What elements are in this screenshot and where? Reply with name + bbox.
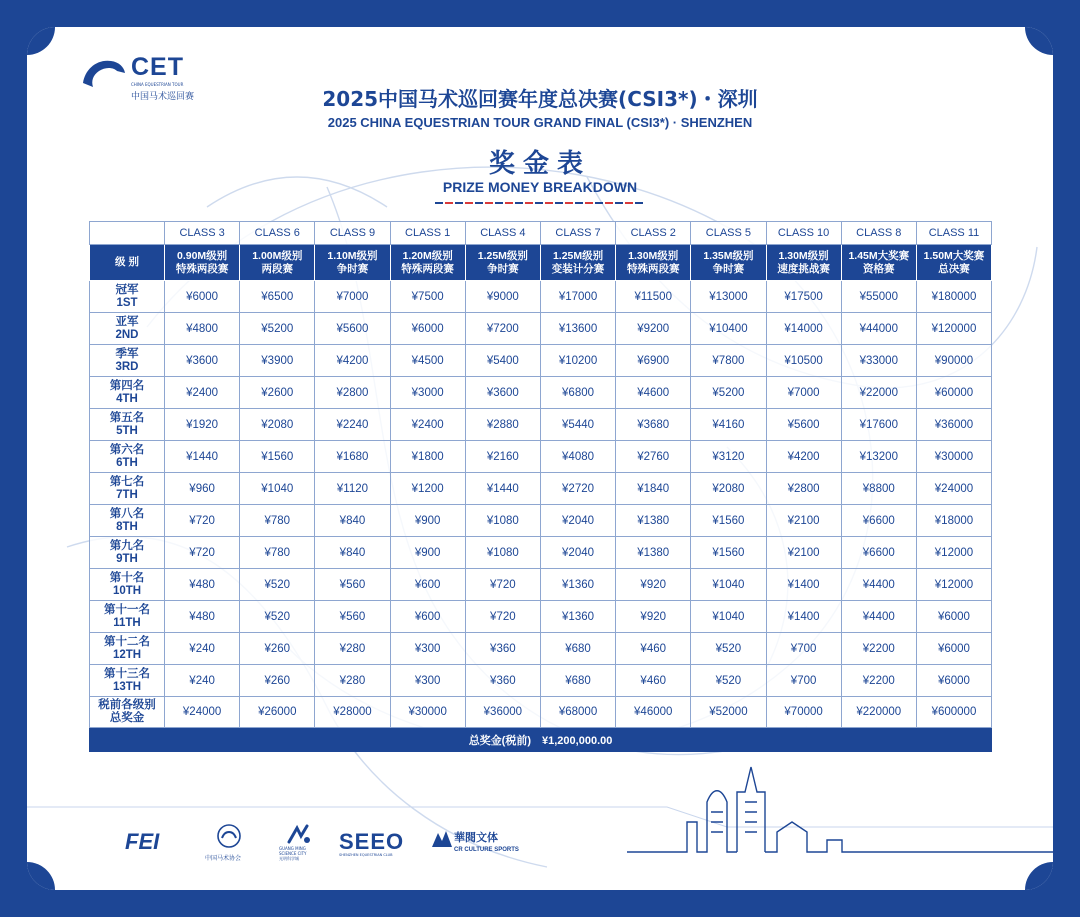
prize-cell: ¥7500: [390, 281, 465, 313]
prize-cell: ¥9000: [465, 281, 540, 313]
prize-cell: ¥4600: [616, 377, 691, 409]
prize-cell: ¥44000: [841, 313, 916, 345]
prize-cell: ¥1360: [540, 601, 615, 633]
prize-cell: ¥480: [165, 601, 240, 633]
prize-cell: ¥720: [165, 505, 240, 537]
prize-cell: ¥2800: [315, 377, 390, 409]
table-row: [90, 537, 992, 569]
prize-cell: ¥10500: [766, 345, 841, 377]
prize-cell: ¥120000: [916, 313, 991, 345]
hua-english-text: CR CULTURE SPORTS: [454, 847, 519, 853]
level-cell: [841, 245, 916, 281]
rank-cn: 季军: [115, 347, 139, 360]
rank-cn: 第十一名: [104, 603, 150, 616]
prize-cell: ¥280: [315, 633, 390, 665]
prize-cell: ¥1040: [691, 569, 766, 601]
prize-cell: ¥1680: [315, 441, 390, 473]
level-text: 两段赛: [261, 262, 294, 275]
rank-cell: [90, 537, 165, 569]
prize-cell: ¥1080: [465, 505, 540, 537]
prize-cell: ¥520: [691, 633, 766, 665]
level-text: 特殊两段赛: [626, 262, 680, 275]
prize-cell: ¥5440: [540, 409, 615, 441]
table-row: [90, 633, 992, 665]
prize-cell: ¥4200: [315, 345, 390, 377]
level-text: 争时赛: [712, 262, 745, 275]
prize-cell: ¥90000: [916, 345, 991, 377]
class-header-cell: CLASS 3: [165, 222, 240, 245]
prize-cell: ¥460: [616, 665, 691, 697]
prize-cell: ¥5600: [315, 313, 390, 345]
prize-cell: ¥9200: [616, 313, 691, 345]
prize-cell: ¥1400: [766, 601, 841, 633]
level-text: 1.50M大奖赛: [923, 249, 985, 262]
level-text: 争时赛: [336, 262, 369, 275]
prize-cell: ¥2040: [540, 505, 615, 537]
page-title-english: 2025 CHINA EQUESTRIAN TOUR GRAND FINAL (CSI3*) · SHENZHEN: [327, 115, 753, 130]
class-header-cell: CLASS 2: [616, 222, 691, 245]
prize-cell: ¥8800: [841, 473, 916, 505]
prize-cell: ¥2040: [540, 537, 615, 569]
prize-cell: ¥55000: [841, 281, 916, 313]
cfa-emblem-icon: [217, 824, 241, 850]
prize-cell: ¥1840: [616, 473, 691, 505]
class-header-cell: CLASS 11: [916, 222, 991, 245]
prize-cell: ¥2400: [390, 409, 465, 441]
prize-cell: ¥60000: [916, 377, 991, 409]
level-text: 1.45M大奖赛: [848, 249, 910, 262]
level-text: 0.90M级别: [177, 249, 228, 262]
total-cell: ¥46000: [616, 697, 691, 728]
logo-subtext: CHINA EQUESTRIAN TOUR: [131, 82, 184, 87]
prize-cell: ¥1560: [691, 537, 766, 569]
level-text: 变装计分赛: [551, 262, 605, 275]
level-text: 1.25M级别: [552, 249, 604, 262]
prize-cell: ¥10200: [540, 345, 615, 377]
prize-cell: ¥2720: [540, 473, 615, 505]
prize-cell: ¥4160: [691, 409, 766, 441]
level-text: 1.35M级别: [703, 249, 754, 262]
prize-cell: ¥2160: [465, 441, 540, 473]
prize-cell: ¥10400: [691, 313, 766, 345]
rank-en: 9TH: [116, 552, 138, 565]
table-row: [90, 345, 992, 377]
empty-corner-cell: [90, 222, 165, 245]
rank-cn: 冠军: [115, 283, 139, 296]
prize-cell: ¥2400: [165, 377, 240, 409]
prize-cell: ¥1380: [616, 505, 691, 537]
prize-cell: ¥2080: [240, 409, 315, 441]
level-cell: [540, 245, 615, 281]
rank-en: 8TH: [116, 520, 138, 533]
prize-cell: ¥7200: [465, 313, 540, 345]
level-text: 1.20M级别: [402, 249, 453, 262]
rank-cell: [90, 601, 165, 633]
prize-cell: ¥1380: [616, 537, 691, 569]
rank-en: 11TH: [113, 616, 141, 629]
rank-cn: 第四名: [109, 379, 145, 392]
prize-cell: ¥2100: [766, 505, 841, 537]
prize-cell: ¥260: [240, 633, 315, 665]
total-cell: ¥68000: [540, 697, 615, 728]
prize-cell: ¥6000: [916, 601, 991, 633]
prize-cell: ¥5200: [691, 377, 766, 409]
rank-en: 5TH: [116, 424, 138, 437]
rank-cell: [90, 665, 165, 697]
logo-text: CET: [131, 53, 184, 81]
level-cell: [165, 245, 240, 281]
prize-cell: ¥3680: [616, 409, 691, 441]
page-title-chinese: 2025中国马术巡回赛年度总决赛(CSI3*)・深圳: [322, 87, 758, 111]
total-cell: ¥26000: [240, 697, 315, 728]
prize-cell: ¥1800: [390, 441, 465, 473]
prize-cell: ¥360: [465, 665, 540, 697]
table-row: [90, 473, 992, 505]
prize-title-english: PRIZE MONEY BREAKDOWN: [442, 179, 638, 195]
prize-cell: ¥13600: [540, 313, 615, 345]
total-cell: ¥220000: [841, 697, 916, 728]
prize-cell: ¥700: [766, 633, 841, 665]
total-cell: ¥52000: [691, 697, 766, 728]
prize-cell: ¥2600: [240, 377, 315, 409]
table-row: [90, 281, 992, 313]
prize-cell: ¥1440: [465, 473, 540, 505]
level-text: 1.30M级别: [778, 249, 829, 262]
prize-cell: ¥300: [390, 665, 465, 697]
prize-cell: ¥240: [165, 665, 240, 697]
prize-cell: ¥600: [390, 569, 465, 601]
prize-cell: ¥2200: [841, 633, 916, 665]
prize-cell: ¥14000: [766, 313, 841, 345]
mountain-icon: [432, 829, 452, 847]
prize-cell: ¥2240: [315, 409, 390, 441]
prize-cell: ¥360: [465, 633, 540, 665]
guangming-label-3: 光明科学城: [279, 856, 299, 861]
prize-cell: ¥22000: [841, 377, 916, 409]
prize-cell: ¥4400: [841, 601, 916, 633]
guangming-icon: [285, 822, 313, 846]
seeo-subtext: SHENZHEN EQUESTRIAN CLUB: [339, 853, 393, 857]
prize-cell: ¥24000: [916, 473, 991, 505]
table-row: [90, 665, 992, 697]
rank-cn: 第十二名: [104, 635, 150, 648]
prize-cell: ¥260: [240, 665, 315, 697]
level-cell: [465, 245, 540, 281]
prize-cell: ¥5600: [766, 409, 841, 441]
rank-en: 10TH: [112, 584, 142, 597]
prize-cell: ¥300: [390, 633, 465, 665]
prize-cell: ¥4200: [766, 441, 841, 473]
prize-cell: ¥2080: [691, 473, 766, 505]
table-row: [90, 313, 992, 345]
prize-cell: ¥7000: [315, 281, 390, 313]
prize-cell: ¥6000: [165, 281, 240, 313]
prize-cell: ¥240: [165, 633, 240, 665]
rank-cn: 第七名: [109, 475, 145, 488]
rank-cn: 第十名: [109, 571, 145, 584]
level-cell: [691, 245, 766, 281]
level-text: 特殊两段赛: [401, 262, 454, 275]
table-row: [90, 569, 992, 601]
prize-cell: ¥840: [315, 505, 390, 537]
prize-cell: ¥560: [315, 569, 390, 601]
prize-cell: ¥18000: [916, 505, 991, 537]
rank-cell: [90, 569, 165, 601]
prize-cell: ¥6500: [240, 281, 315, 313]
prize-cell: ¥5200: [240, 313, 315, 345]
class-header-cell: CLASS 1: [390, 222, 465, 245]
seeo-logo: SEEO: [339, 829, 405, 854]
level-text: 速度挑战赛: [777, 262, 830, 275]
rank-en: 13TH: [112, 680, 142, 693]
prize-cell: ¥920: [616, 569, 691, 601]
totals-label-text: 税前各级别: [98, 699, 156, 711]
prize-cell: ¥2880: [465, 409, 540, 441]
prize-cell: ¥6900: [616, 345, 691, 377]
prize-cell: ¥1400: [766, 569, 841, 601]
prize-cell: ¥280: [315, 665, 390, 697]
prize-cell: ¥1080: [465, 537, 540, 569]
prize-cell: ¥4080: [540, 441, 615, 473]
rank-en: 12TH: [112, 648, 142, 661]
prize-cell: ¥720: [465, 569, 540, 601]
rank-cell: [90, 633, 165, 665]
title-underline: [435, 202, 645, 204]
level-cell: [240, 245, 315, 281]
prize-cell: ¥1440: [165, 441, 240, 473]
rank-cn: 第八名: [109, 507, 145, 520]
prize-cell: ¥900: [390, 505, 465, 537]
level-text: 特殊两段赛: [175, 262, 229, 275]
prize-cell: ¥1040: [691, 601, 766, 633]
prize-cell: ¥13000: [691, 281, 766, 313]
prize-cell: ¥2200: [841, 665, 916, 697]
prize-cell: ¥840: [315, 537, 390, 569]
prize-cell: ¥6000: [916, 633, 991, 665]
prize-cell: ¥2100: [766, 537, 841, 569]
level-cell: [390, 245, 465, 281]
rank-en: 1ST: [116, 296, 138, 309]
prize-cell: ¥460: [616, 633, 691, 665]
rank-en: 3RD: [115, 360, 139, 373]
prize-cell: ¥520: [240, 601, 315, 633]
prize-cell: ¥13200: [841, 441, 916, 473]
prize-cell: ¥6000: [390, 313, 465, 345]
prize-cell: ¥6800: [540, 377, 615, 409]
prize-cell: ¥1360: [540, 569, 615, 601]
rank-cn: 第六名: [109, 443, 145, 456]
prize-cell: ¥600: [390, 601, 465, 633]
level-label-cell: 级 别: [90, 245, 165, 281]
guangming-label-1: GUANG MING: [279, 846, 306, 851]
rank-en: 6TH: [116, 456, 138, 469]
grand-total-row: [90, 728, 992, 752]
prize-cell: ¥1040: [240, 473, 315, 505]
level-text: 1.00M级别: [252, 249, 303, 262]
level-cell: [616, 245, 691, 281]
fei-logo: FEI: [125, 829, 160, 854]
prize-cell: ¥780: [240, 537, 315, 569]
prize-title-chinese: 奖金表: [488, 149, 591, 179]
prize-cell: ¥700: [766, 665, 841, 697]
class-header-cell: CLASS 6: [240, 222, 315, 245]
class-header-cell: CLASS 8: [841, 222, 916, 245]
prize-cell: ¥4500: [390, 345, 465, 377]
prize-cell: ¥480: [165, 569, 240, 601]
prize-cell: ¥7800: [691, 345, 766, 377]
prize-cell: ¥3120: [691, 441, 766, 473]
class-header-cell: CLASS 10: [766, 222, 841, 245]
prize-cell: ¥960: [165, 473, 240, 505]
prize-cell: ¥6600: [841, 505, 916, 537]
prize-cell: ¥1120: [315, 473, 390, 505]
level-cell: [766, 245, 841, 281]
prize-cell: ¥900: [390, 537, 465, 569]
prize-cell: ¥12000: [916, 569, 991, 601]
table-row: [90, 505, 992, 537]
rank-cell: [90, 281, 165, 313]
cfa-label: 中国马术协会: [205, 855, 242, 862]
prize-cell: ¥1560: [240, 441, 315, 473]
table-row: [90, 409, 992, 441]
prize-cell: ¥2760: [616, 441, 691, 473]
prize-cell: ¥2800: [766, 473, 841, 505]
level-cell: [315, 245, 390, 281]
shenzhen-skyline: [627, 762, 1053, 862]
class-header-cell: CLASS 7: [540, 222, 615, 245]
rank-cn: 第九名: [109, 539, 145, 552]
rank-cell: [90, 441, 165, 473]
total-cell: ¥70000: [766, 697, 841, 728]
rank-en: 2ND: [115, 328, 139, 341]
prize-cell: ¥180000: [916, 281, 991, 313]
prize-cell: ¥520: [691, 665, 766, 697]
prize-cell: ¥680: [540, 665, 615, 697]
rank-cell: [90, 505, 165, 537]
prize-cell: ¥33000: [841, 345, 916, 377]
prize-cell: ¥720: [165, 537, 240, 569]
prize-cell: ¥560: [315, 601, 390, 633]
prize-cell: ¥3900: [240, 345, 315, 377]
rank-cell: [90, 473, 165, 505]
rank-cell: [90, 313, 165, 345]
rank-cell: [90, 345, 165, 377]
level-text: 资格赛: [863, 262, 895, 275]
logo-chinese-text: 中国马术巡回赛: [131, 92, 195, 102]
total-cell: ¥600000: [916, 697, 991, 728]
poster-card: [27, 27, 1053, 890]
prize-cell: ¥4800: [165, 313, 240, 345]
prize-cell: ¥17500: [766, 281, 841, 313]
class-header-cell: CLASS 4: [465, 222, 540, 245]
prize-cell: ¥3600: [165, 345, 240, 377]
guangming-label-2: SCIENCE CITY: [279, 851, 307, 856]
prize-cell: ¥3000: [390, 377, 465, 409]
table-row: [90, 601, 992, 633]
rank-cell: [90, 377, 165, 409]
prize-cell: ¥5400: [465, 345, 540, 377]
table-row: [90, 441, 992, 473]
hua-chinese-text: 華閱文体: [454, 831, 498, 844]
prize-cell: ¥680: [540, 633, 615, 665]
prize-cell: ¥3600: [465, 377, 540, 409]
class-header-cell: CLASS 5: [691, 222, 766, 245]
prize-cell: ¥4400: [841, 569, 916, 601]
prize-cell: ¥6000: [916, 665, 991, 697]
class-header-cell: CLASS 9: [315, 222, 390, 245]
totals-row: [90, 697, 992, 728]
prize-cell: ¥780: [240, 505, 315, 537]
rank-cell: [90, 409, 165, 441]
level-header-row: [90, 245, 992, 281]
total-cell: ¥30000: [390, 697, 465, 728]
prize-cell: ¥720: [465, 601, 540, 633]
prize-table: [89, 221, 992, 752]
rank-cn: 第五名: [109, 411, 145, 424]
prize-cell: ¥36000: [916, 409, 991, 441]
level-text: 1.30M级别: [628, 249, 679, 262]
level-text: 争时赛: [487, 262, 519, 275]
total-cell: ¥24000: [165, 697, 240, 728]
prize-cell: ¥30000: [916, 441, 991, 473]
total-cell: ¥36000: [465, 697, 540, 728]
prize-cell: ¥17000: [540, 281, 615, 313]
prize-cell: ¥6600: [841, 537, 916, 569]
level-text: 1.10M级别: [327, 249, 378, 262]
grand-total-cell: 总奖金(税前) ¥1,200,000.00: [90, 728, 992, 752]
prize-cell: ¥7000: [766, 377, 841, 409]
prize-cell: ¥17600: [841, 409, 916, 441]
rank-cn: 第十三名: [104, 667, 150, 680]
prize-cell: ¥520: [240, 569, 315, 601]
table-row: [90, 377, 992, 409]
rank-en: 7TH: [116, 488, 138, 501]
prize-cell: ¥920: [616, 601, 691, 633]
totals-label-text: 总奖金: [109, 712, 145, 724]
rank-en: 4TH: [116, 392, 138, 405]
class-header-row: [90, 222, 992, 245]
prize-cell: ¥11500: [616, 281, 691, 313]
level-text: 总决赛: [938, 262, 970, 275]
level-cell: [916, 245, 991, 281]
prize-cell: ¥12000: [916, 537, 991, 569]
prize-cell: ¥1920: [165, 409, 240, 441]
rank-cn: 亚军: [115, 315, 139, 328]
prize-cell: ¥1200: [390, 473, 465, 505]
total-cell: ¥28000: [315, 697, 390, 728]
totals-label-cell: [90, 697, 165, 728]
level-text: 1.25M级别: [477, 249, 528, 262]
prize-cell: ¥1560: [691, 505, 766, 537]
